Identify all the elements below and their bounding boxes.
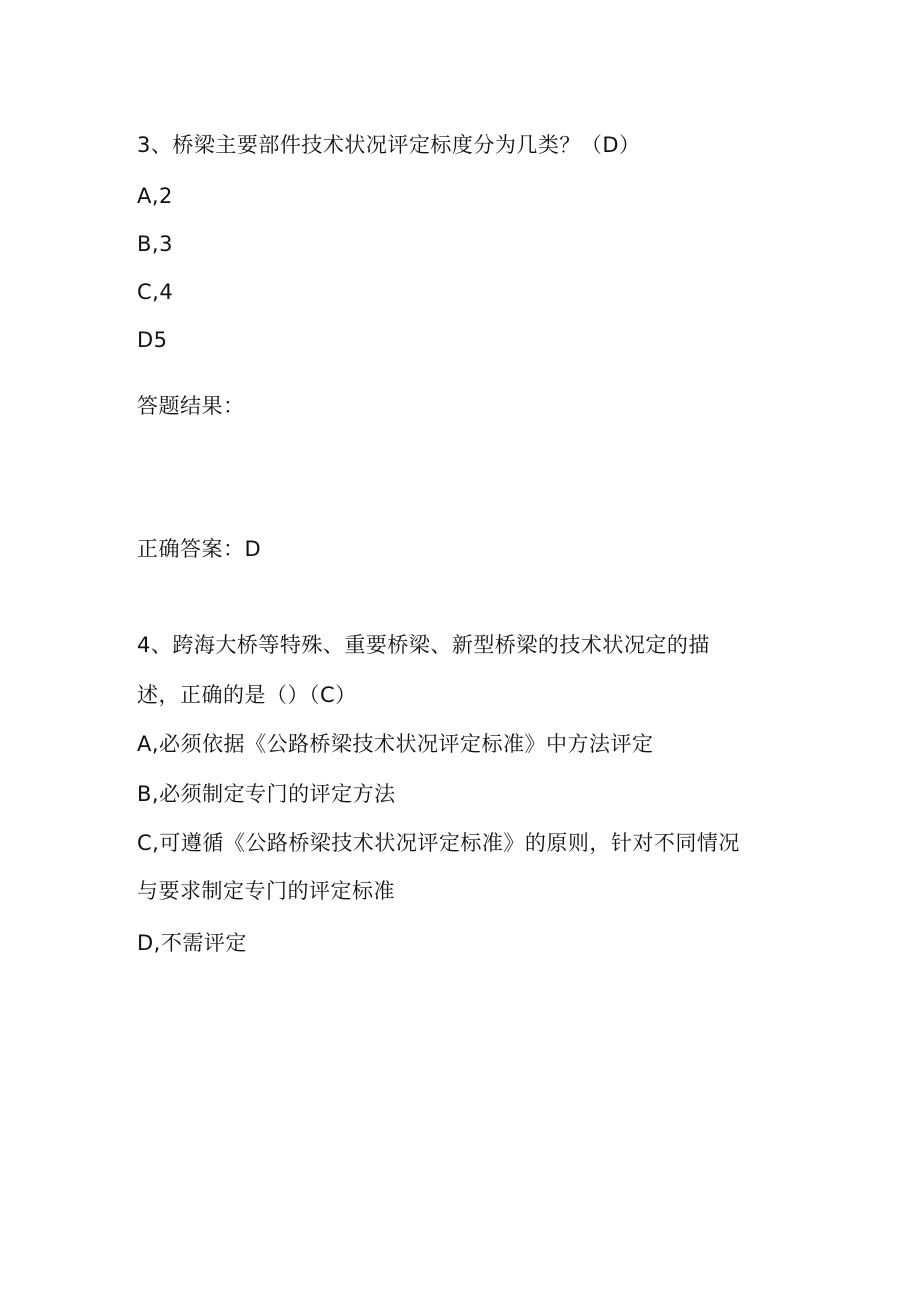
question-3-option-d: D5 <box>137 328 168 352</box>
question-3-option-c: C,4 <box>137 280 174 304</box>
question-4-text-line1: 4、跨海大桥等特殊、重要桥梁、新型桥梁的技术状况定的描 <box>137 633 710 657</box>
question-4-option-b: B,必须制定专门的评定方法 <box>137 782 396 806</box>
question-4-text-line2: 述，正确的是（）（C） <box>137 683 357 707</box>
question-4-option-c-line2: 与要求制定专门的评定标准 <box>137 879 395 903</box>
question-3-result-label: 答题结果： <box>137 394 245 418</box>
question-4-option-a: A,必须依据《公路桥梁技术状况评定标准》中方法评定 <box>137 732 654 756</box>
question-4-option-c-line1: C,可遵循《公路桥梁技术状况评定标准》的原则，针对不同情况 <box>137 831 740 855</box>
question-3-option-b: B,3 <box>137 232 173 256</box>
question-3-text: 3、桥梁主要部件技术状况评定标度分为几类？（D） <box>137 133 641 157</box>
question-3-correct-answer: 正确答案：D <box>137 537 262 561</box>
question-3-option-a: A,2 <box>137 184 173 208</box>
question-4-option-d: D,不需评定 <box>137 931 247 955</box>
